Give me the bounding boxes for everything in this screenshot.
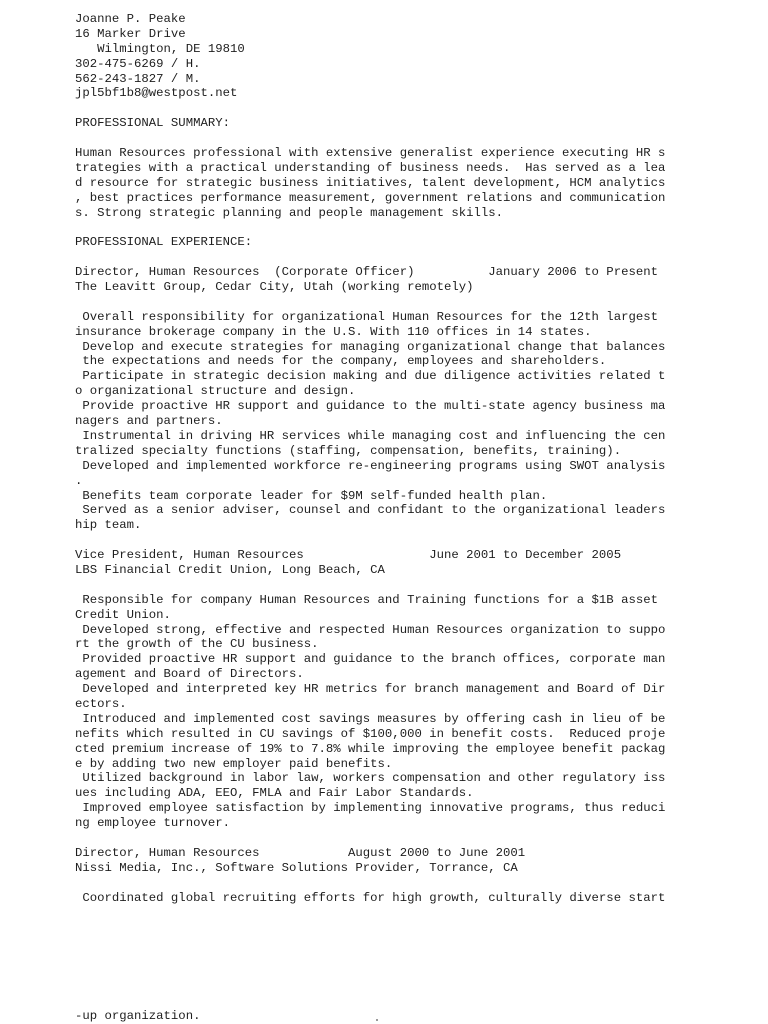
- job-company: Nissi Media, Inc., Software Solutions Provider, Torrance, CA: [75, 860, 518, 875]
- job-duty-line: o organizational structure and design.: [75, 384, 356, 399]
- job-duty-line: ues including ADA, EEO, FMLA and Fair Labor Standards.: [75, 786, 474, 801]
- city-state-zip: Wilmington, DE 19810: [75, 41, 245, 56]
- summary-line: , best practices performance measurement, government relations and communication: [75, 190, 666, 205]
- job-title-dates: Vice President, Human Resources June 2001 to December 2005: [75, 548, 622, 563]
- summary-heading: PROFESSIONAL SUMMARY:: [75, 116, 230, 131]
- spacer: [75, 533, 675, 548]
- job-duty-line: agement and Board of Directors.: [75, 667, 304, 682]
- spacer: [75, 831, 675, 846]
- job-duty-line: .: [75, 473, 83, 488]
- job-duty-line: Developed strong, effective and respected Human Resources organization to suppo: [75, 622, 666, 637]
- job-title-dates: Director, Human Resources (Corporate Officer) January 2006 to Present: [75, 265, 658, 280]
- job-duty-line: Benefits team corporate leader for $9M self-funded health plan.: [75, 488, 548, 503]
- job-duty-line: Provided proactive HR support and guidance to the branch offices, corporate man: [75, 652, 666, 667]
- job-duty-line: e by adding two new employer paid benefits.: [75, 756, 393, 771]
- job-duty-line: ng employee turnover.: [75, 816, 230, 831]
- job-duty-line: Utilized background in labor law, workers compensation and other regulatory iss: [75, 771, 666, 786]
- job-duty-line: Develop and execute strategies for managing organizational change that balances: [75, 339, 666, 354]
- home-phone: 302-475-6269 / H.: [75, 56, 201, 71]
- job-duty-line: Credit Union.: [75, 607, 171, 622]
- job-entry: [75, 265, 675, 533]
- job-duty-line: Developed and implemented workforce re-engineering programs using SWOT analysis: [75, 458, 666, 473]
- summary-line: Human Resources professional with extensive generalist experience executing HR s: [75, 146, 666, 161]
- spacer: [75, 101, 675, 116]
- summary-line: d resource for strategic business initiatives, talent development, HCM analytics: [75, 175, 666, 190]
- job-duty-line: hip team.: [75, 518, 142, 533]
- job-duty-continuation: -up organization.: [75, 1009, 201, 1024]
- email-address: jpl5bf1b8@westpost.net: [75, 86, 238, 101]
- spacer: [75, 250, 675, 265]
- job-duty-line: ectors.: [75, 696, 127, 711]
- summary-line: trategies with a practical understanding of business needs. Has served as a lea: [75, 160, 666, 175]
- experience-heading: PROFESSIONAL EXPERIENCE:: [75, 235, 253, 250]
- job-duty-line: Responsible for company Human Resources and Training functions for a $1B asset: [75, 592, 658, 607]
- job-duty-line: insurance brokerage company in the U.S. With 110 offices in 14 states.: [75, 324, 592, 339]
- job-duty-line: Instrumental in driving HR services while managing cost and influencing the cen: [75, 428, 666, 443]
- job-duty-line: Improved employee satisfaction by implementing innovative programs, thus reduci: [75, 801, 666, 816]
- job-duty-line: the expectations and needs for the company, employees and shareholders.: [75, 354, 607, 369]
- job-title-dates: Director, Human Resources August 2000 to June 2001: [75, 845, 526, 860]
- job-duty-line: Coordinated global recruiting efforts for high growth, culturally diverse start: [75, 890, 666, 905]
- job-duty-line: Overall responsibility for organizational Human Resources for the 12th largest: [75, 309, 658, 324]
- spacer: [75, 578, 675, 593]
- job-duty-line: Participate in strategic decision making and due diligence activities related t: [75, 369, 666, 384]
- job-entry: [75, 548, 675, 831]
- mobile-phone: 562-243-1827 / M.: [75, 71, 201, 86]
- job-duty-line: Developed and interpreted key HR metrics for branch management and Board of Dir: [75, 682, 666, 697]
- spacer: [75, 220, 675, 235]
- contact-block: [75, 12, 675, 101]
- applicant-name: Joanne P. Peake: [75, 12, 186, 26]
- job-duty-line: Introduced and implemented cost savings measures by offering cash in lieu of be: [75, 711, 666, 726]
- street-address: 16 Marker Drive: [75, 26, 186, 41]
- spacer: [75, 295, 675, 310]
- job-duty-line: Provide proactive HR support and guidance to the multi-state agency business ma: [75, 399, 666, 414]
- job-company: LBS Financial Credit Union, Long Beach, CA: [75, 562, 385, 577]
- page-break-gap: [75, 905, 675, 1009]
- job-entry: [75, 846, 675, 1024]
- resume-document: [75, 12, 675, 1024]
- scan-speck: [376, 1019, 378, 1021]
- spacer: [75, 131, 675, 146]
- job-duty-line: rt the growth of the CU business.: [75, 637, 319, 652]
- job-company: The Leavitt Group, Cedar City, Utah (working remotely): [75, 280, 474, 295]
- summary-paragraph: [75, 146, 675, 220]
- job-duty-line: nefits which resulted in CU savings of $100,000 in benefit costs. Reduced proje: [75, 726, 666, 741]
- summary-line: s. Strong strategic planning and people management skills.: [75, 205, 504, 220]
- job-duty-line: nagers and partners.: [75, 414, 223, 429]
- spacer: [75, 876, 675, 891]
- job-duty-line: tralized specialty functions (staffing, compensation, benefits, training).: [75, 443, 622, 458]
- job-duty-line: Served as a senior adviser, counsel and confidant to the organizational leaders: [75, 503, 666, 518]
- job-duty-line: cted premium increase of 19% to 7.8% while improving the employee benefit packag: [75, 741, 666, 756]
